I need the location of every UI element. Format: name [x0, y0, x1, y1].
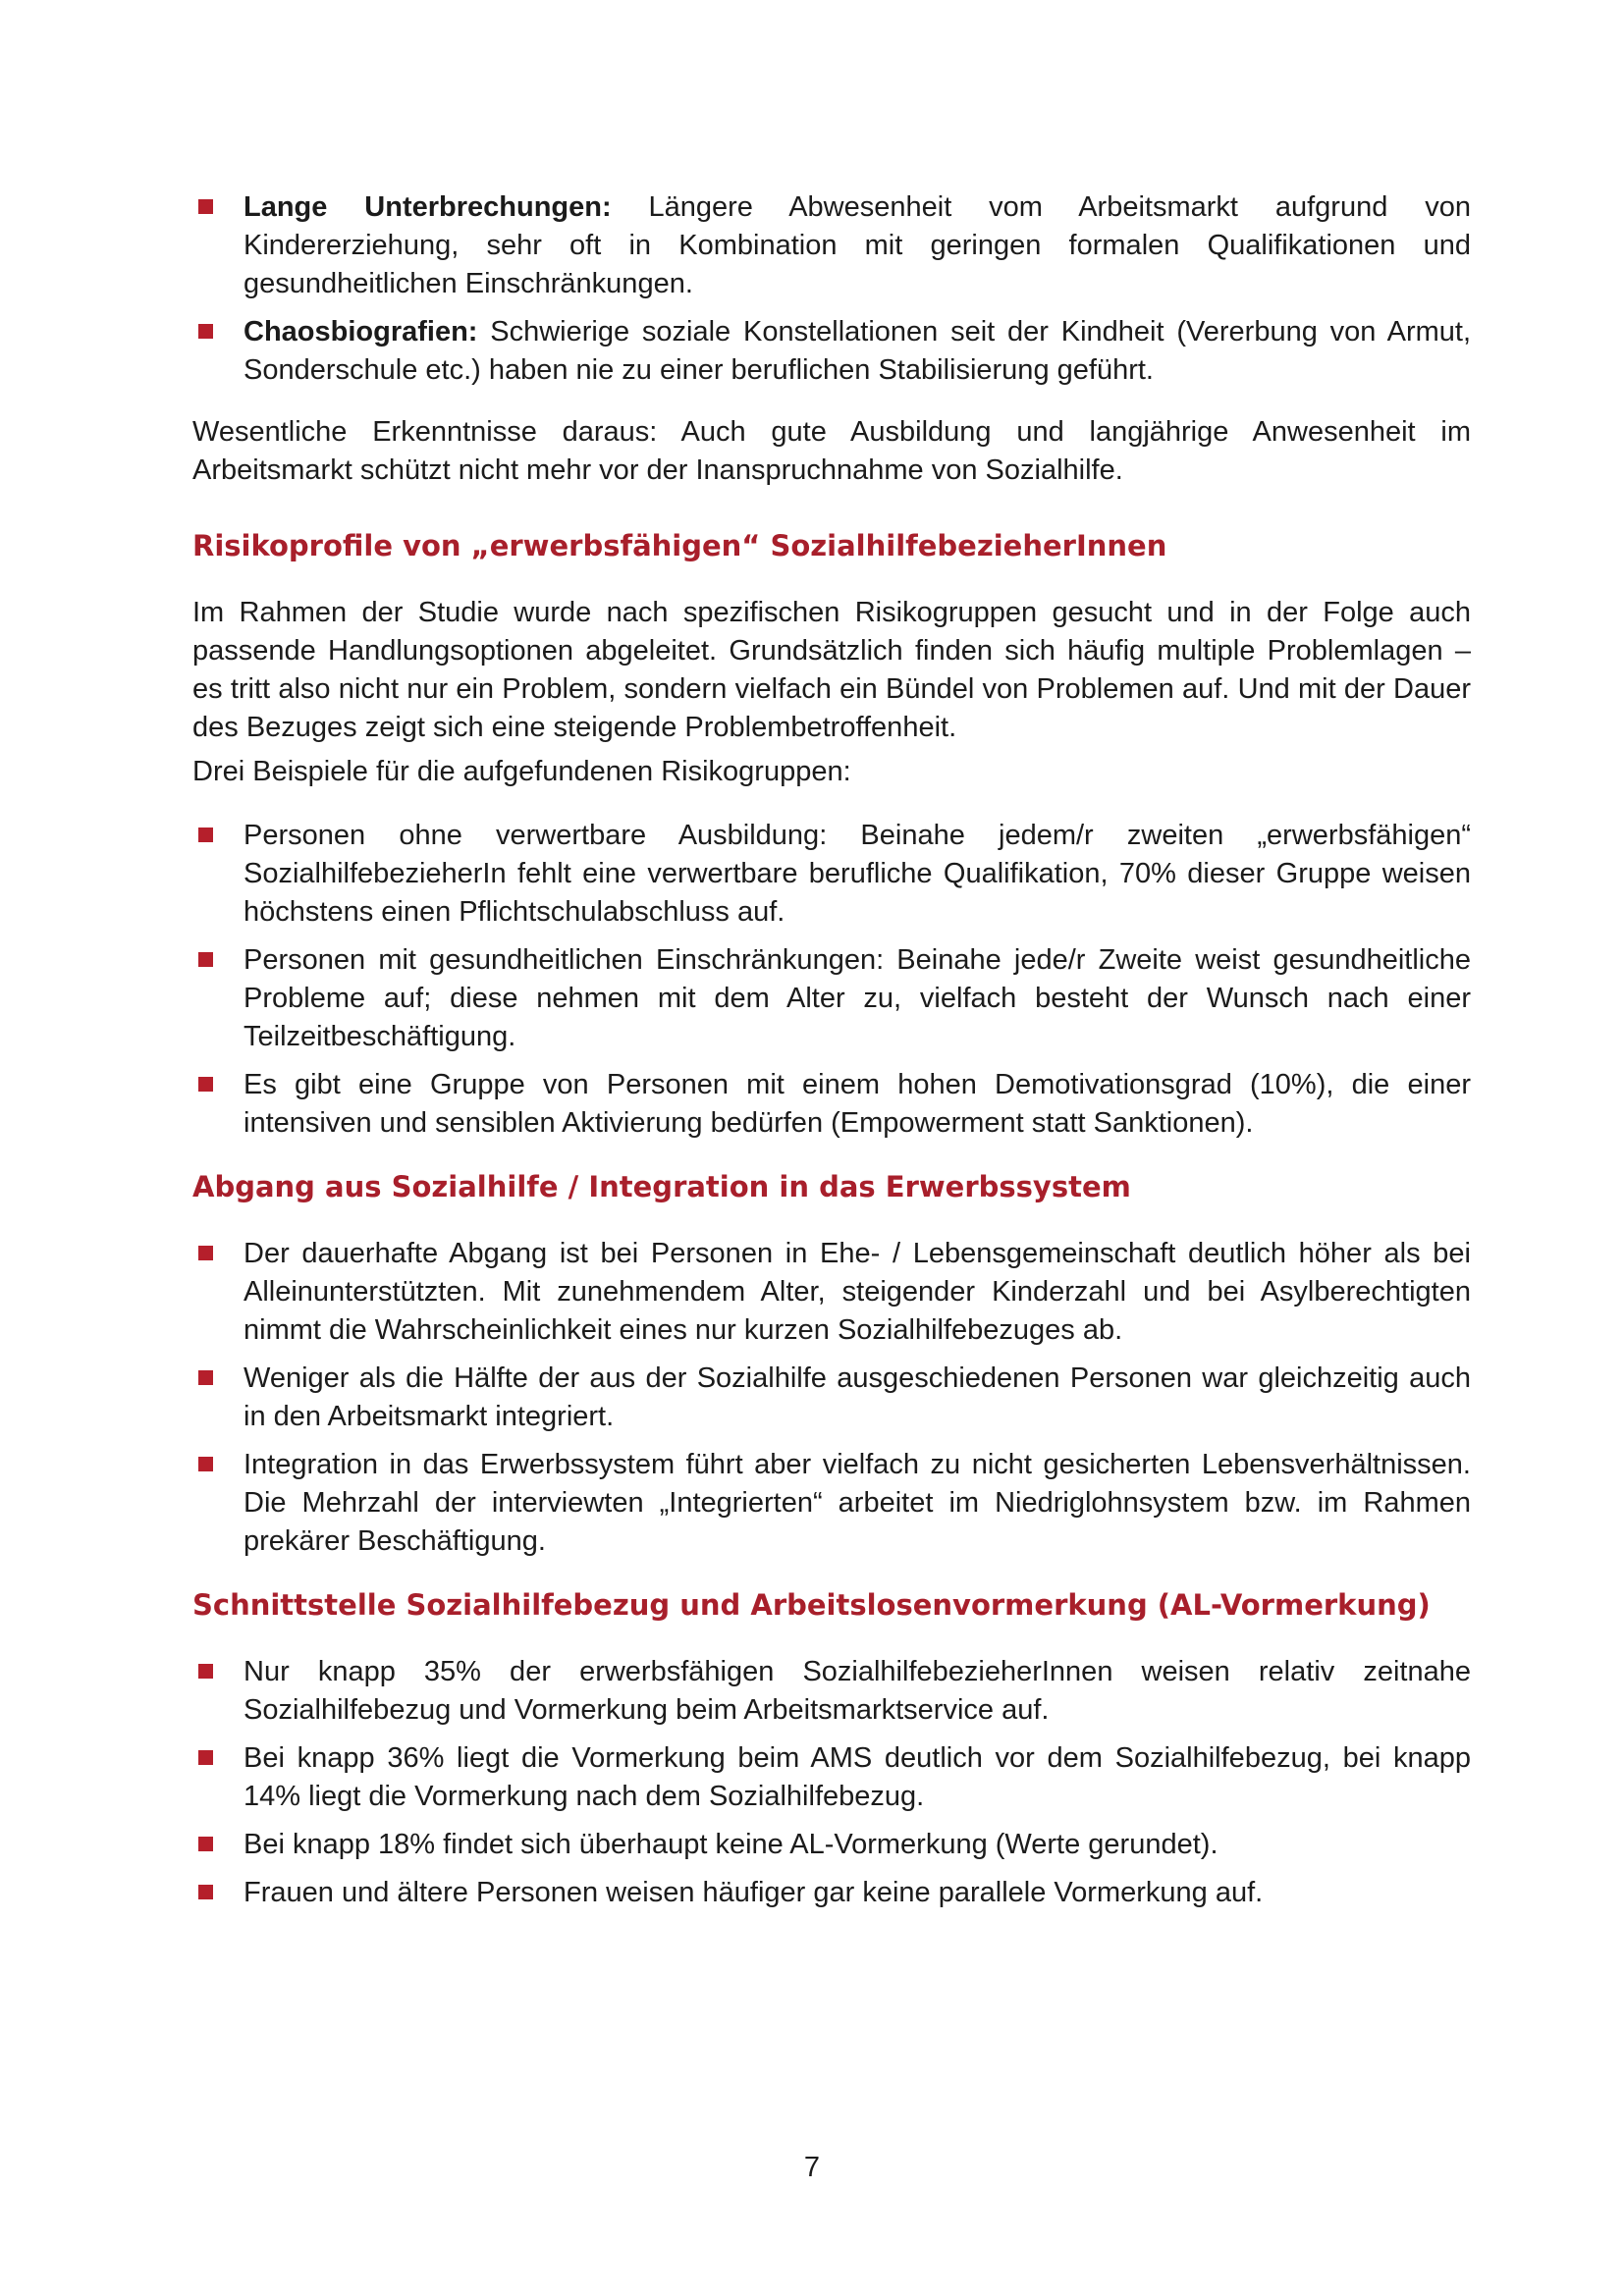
square-bullet-icon	[198, 1837, 213, 1851]
item-lead: Chaosbiografien:	[244, 316, 478, 347]
paragraph-examples-intro: Drei Beispiele für die aufgefundenen Risikogruppen:	[192, 756, 851, 787]
list-item	[192, 313, 1471, 390]
square-bullet-icon	[198, 952, 213, 967]
bullet-list-profiles	[192, 188, 1471, 390]
square-bullet-icon	[198, 1077, 213, 1092]
list-item	[192, 1653, 1471, 1730]
list-item	[192, 1739, 1471, 1816]
square-bullet-icon	[198, 199, 213, 214]
square-bullet-icon	[198, 1457, 213, 1471]
item-text: Bei knapp 36% liegt die Vormerkung beim AMS deutlich vor dem Sozialhilfebezug, bei knapp 14% liegt die Vormerkung nach dem Sozialhilfebezug.	[244, 1742, 1471, 1812]
square-bullet-icon	[198, 1664, 213, 1679]
square-bullet-icon	[198, 1885, 213, 1899]
list-item	[192, 941, 1471, 1056]
item-text: Nur knapp 35% der erwerbsfähigen SozialhilfebezieherInnen weisen relativ zeitnahe Sozialhilfebezug und Vormerkung beim Arbeitsmarktservice auf.	[244, 1656, 1471, 1726]
paragraph-study: Im Rahmen der Studie wurde nach spezifischen Risikogruppen gesucht und in der Folge auch passende Handlungsoptionen abgeleitet. Grundsätzlich finden sich häufig multiple Problemlagen – es tritt also nicht nur ein Problem, sondern vielfach ein Bündel von Problemen auf. Und mit der Dauer des Bezuges zeigt sich eine steigende Problembetroffenheit.	[192, 597, 1471, 743]
item-text: Integration in das Erwerbssystem führt aber vielfach zu nicht gesicherten Lebensverhältnissen. Die Mehrzahl der interviewten „Integrierten“ arbeitet im Niedriglohnsystem bzw. im Rahmen prekärer Beschäftigung.	[244, 1449, 1471, 1557]
item-text: Bei knapp 18% findet sich überhaupt keine AL-Vormerkung (Werte gerundet).	[244, 1829, 1218, 1860]
square-bullet-icon	[198, 828, 213, 842]
square-bullet-icon	[198, 1246, 213, 1260]
item-text: Längere Abwesenheit vom Arbeitsmarkt aufgrund von Kindererziehung, sehr oft in Kombination mit geringen formalen Qualifikationen und gesundheitlichen Einschränkungen.	[244, 191, 1471, 299]
item-text: Schwierige soziale Konstellationen seit der Kindheit (Vererbung von Armut, Sonderschule etc.) haben nie zu einer beruflichen Stabilisierung geführt.	[244, 316, 1471, 386]
item-text: Der dauerhafte Abgang ist bei Personen in Ehe- / Lebensgemeinschaft deutlich höher als bei Alleinunterstützten. Mit zunehmendem Alter, steigender Kinderzahl und bei Asylberechtigten nimmt die Wahrscheinlichkeit eines nur kurzen Sozialhilfebezuges ab.	[244, 1238, 1471, 1346]
item-text: Personen ohne verwertbare Ausbildung: Beinahe jedem/r zweiten „erwerbsfähigen“ SozialhilfebezieherIn fehlt eine verwertbare berufliche Qualifikation, 70% dieser Gruppe weisen höchstens einen Pflichtschulabschluss auf.	[244, 820, 1471, 928]
list-item	[192, 1826, 1471, 1864]
section-heading-risk-profiles: Risikoprofile von „erwerbsfähigen“ SozialhilfebezieherInnen	[192, 529, 1167, 562]
page-content	[192, 188, 1471, 1922]
list-item	[192, 1235, 1471, 1350]
list-item	[192, 817, 1471, 932]
square-bullet-icon	[198, 1370, 213, 1385]
list-item	[192, 1360, 1471, 1436]
list-item	[192, 188, 1471, 303]
page-number: 7	[803, 2152, 821, 2183]
item-text: Es gibt eine Gruppe von Personen mit einem hohen Demotivationsgrad (10%), die einer intensiven und sensiblen Aktivierung bedürfen (Empowerment statt Sanktionen).	[244, 1069, 1471, 1139]
item-text: Personen mit gesundheitlichen Einschränkungen: Beinahe jede/r Zweite weist gesundheitliche Probleme auf; diese nehmen mit dem Alter zu, vielfach besteht der Wunsch nach einer Teilzeitbeschäftigung.	[244, 944, 1471, 1052]
list-item	[192, 1446, 1471, 1561]
section-heading-exit: Abgang aus Sozialhilfe / Integration in das Erwerbssystem	[192, 1170, 1131, 1203]
item-text: Weniger als die Hälfte der aus der Sozialhilfe ausgeschiedenen Personen war gleichzeitig auch in den Arbeitsmarkt integriert.	[244, 1362, 1471, 1432]
square-bullet-icon	[198, 1750, 213, 1765]
bullet-list-exit	[192, 1235, 1471, 1561]
bullet-list-risk-groups	[192, 817, 1471, 1143]
bullet-list-interface	[192, 1653, 1471, 1912]
item-text: Frauen und ältere Personen weisen häufiger gar keine parallele Vormerkung auf.	[244, 1877, 1264, 1908]
paragraph-findings: Wesentliche Erkenntnisse daraus: Auch gute Ausbildung und langjährige Anwesenheit im Arbeitsmarkt schützt nicht mehr vor der Inanspruchnahme von Sozialhilfe.	[192, 416, 1471, 486]
square-bullet-icon	[198, 324, 213, 339]
item-lead: Lange Unterbrechungen:	[244, 191, 612, 223]
section-heading-interface: Schnittstelle Sozialhilfebezug und Arbeitslosenvormerkung (AL-Vormerkung)	[192, 1588, 1431, 1622]
list-item	[192, 1066, 1471, 1143]
list-item	[192, 1874, 1471, 1912]
